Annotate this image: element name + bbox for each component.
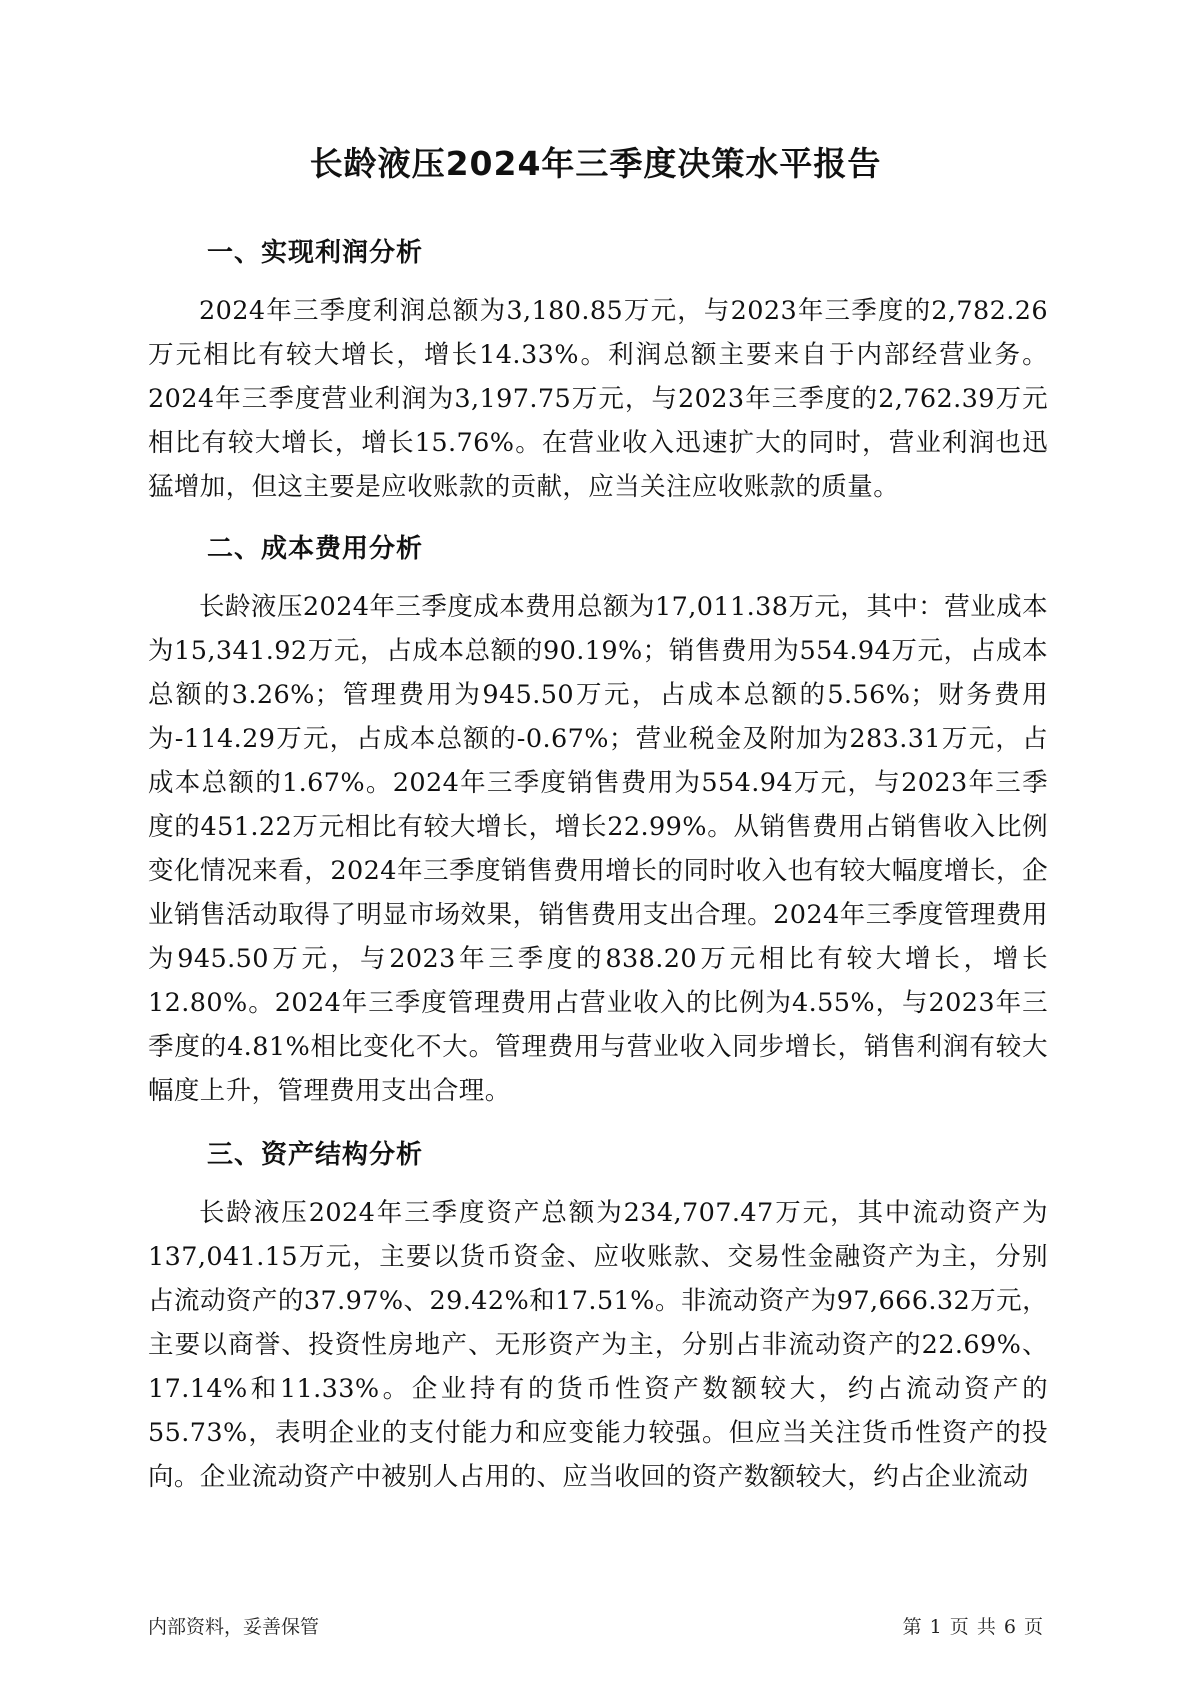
section-heading-cost: 二、成本费用分析 [207,534,424,564]
footer-page-number: 第 1 页 共 6 页 [902,1616,1043,1638]
section-heading-assets: 三、资产结构分析 [207,1140,424,1170]
section-body-profit: 2024年三季度利润总额为3,180.85万元，与2023年三季度的2,782.26万元相比有较大增长，增长14.33%。利润总额主要来自于内部经营业务。2024年三季度营业利润为3,197.75万元，与2023年三季度的2,762.39万元相比有较大增长，增长15.76%。在营业收入迅速扩大的同时，营业利润也迅猛增加，但这主要是应收账款的贡献，应当关注应收账款的质量。 [148,296,1048,502]
footer-confidential-note: 内部资料，妥善保管 [148,1616,320,1638]
section-heading-profit: 一、实现利润分析 [207,238,424,268]
section-body-cost: 长龄液压2024年三季度成本费用总额为17,011.38万元，其中：营业成本为15,341.92万元，占成本总额的90.19%；销售费用为554.94万元，占成本总额的3.26%；管理费用为945.50万元，占成本总额的5.56%；财务费用为-114.29万元，占成本总额的-0.67%；营业税金及附加为283.31万元，占成本总额的1.67%。2024年三季度销售费用为554.94万元，与2023年三季度的451.22万元相比有较大增长，增长22.99%。从销售费用占销售收入比例变化情况来看，2024年三季度销售费用增长的同时收入也有较大幅度增长，企业销售活动取得了明显市场效果，销售费用支出合理。2024年三季度管理费用为945.50万元，与2023年三季度的838.20万元相比有较大增长，增长12.80%。2024年三季度管理费用占营业收入的比例为4.55%，与2023年三季度的4.81%相比变化不大。管理费用与营业收入同步增长，销售利润有较大幅度上升，管理费用支出合理。 [148,592,1048,1106]
section-body-assets: 长龄液压2024年三季度资产总额为234,707.47万元，其中流动资产为137,041.15万元，主要以货币资金、应收账款、交易性金融资产为主，分别占流动资产的37.97%、29.42%和17.51%。非流动资产为97,666.32万元，主要以商誉、投资性房地产、无形资产为主，分别占非流动资产的22.69%、17.14%和11.33%。企业持有的货币性资产数额较大，约占流动资产的55.73%，表明企业的支付能力和应变能力较强。但应当关注货币性资产的投向。企业流动资产中被别人占用的、应当收回的资产数额较大，约占企业流动 [148,1198,1048,1492]
document-title: 长龄液压2024年三季度决策水平报告 [309,144,882,183]
